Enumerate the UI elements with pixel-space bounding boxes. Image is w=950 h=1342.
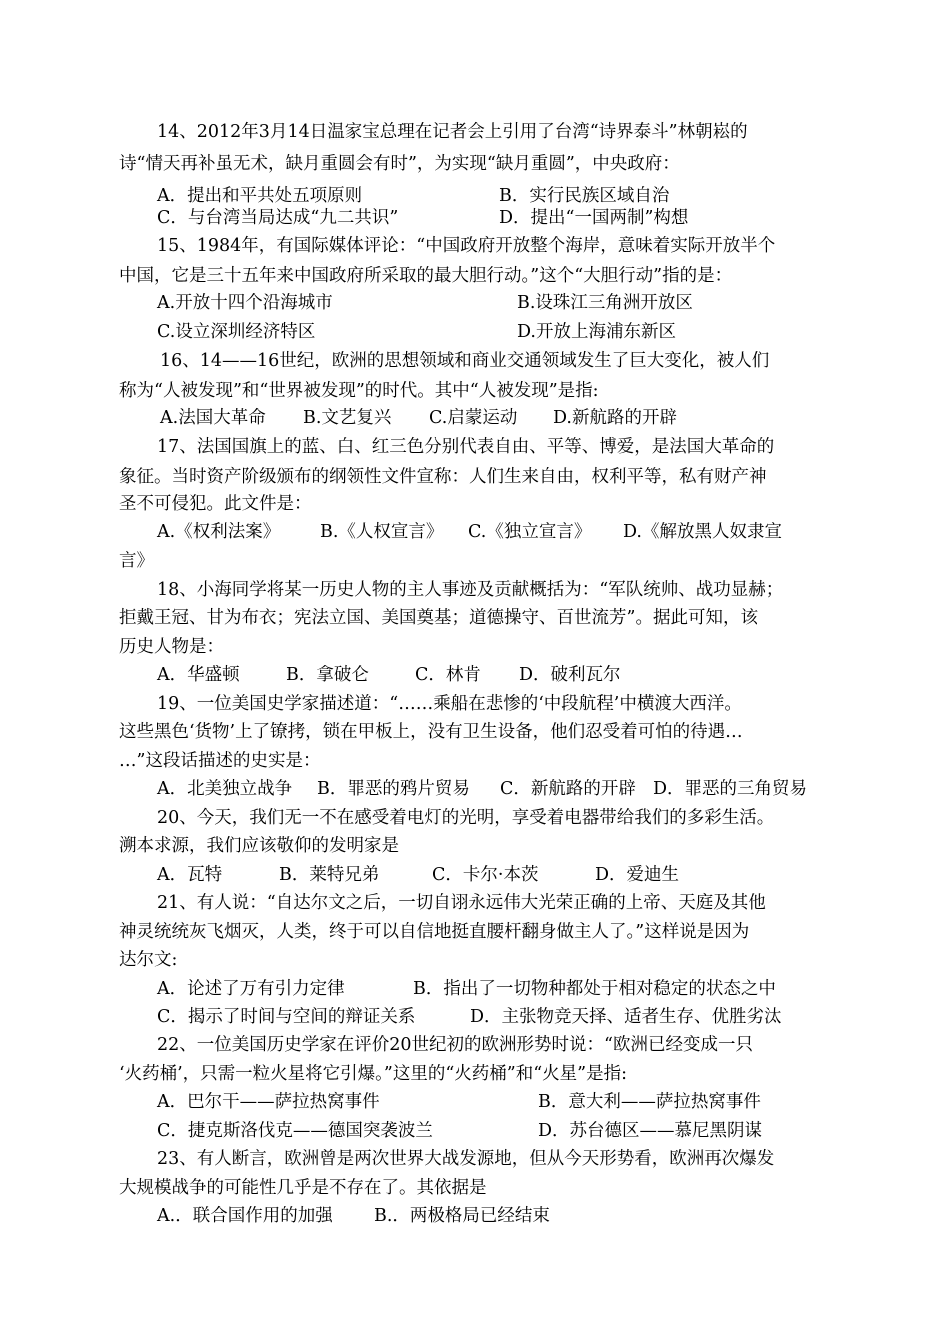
q15-option-d: D.开放上海浦东新区: [517, 322, 676, 342]
q19-stem-line-1: 19、一位美国史学家描述道：“……乘船在悲惨的‘中段航程’中横渡大西洋。: [157, 694, 742, 714]
q16-option-a: A.法国大革命: [160, 408, 266, 428]
q20-option-c: C．卡尔·本茨: [432, 865, 539, 885]
q21-option-d: D．主张物竞天择、适者生存、优胜劣汰: [470, 1007, 782, 1027]
q16-stem-line-1: 16、14——16世纪，欧洲的思想领域和商业交通领域发生了巨大变化，被人们: [160, 351, 770, 371]
q14-stem-line-2: 诗“情天再补虽无术，缺月重圆会有时”，为实现“缺月重圆”，中央政府：: [119, 154, 680, 174]
q14-stem-line-1: 14、2012年3月14日温家宝总理在记者会上引用了台湾“诗界泰斗”林朝崧的: [157, 122, 748, 142]
q23-option-b: B.．两极格局已经结束: [374, 1206, 550, 1226]
q22-option-c: C．捷克斯洛伐克——德国突袭波兰: [157, 1121, 433, 1141]
q22-stem-line-2: ‘火药桶’，只需一粒火星将它引爆。”这里的“火药桶”和“火星”是指:: [119, 1064, 628, 1084]
q19-option-d: D．罪恶的三角贸易: [653, 779, 808, 799]
q19-stem-line-3: …”这段话描述的史实是：: [119, 751, 321, 771]
q22-option-a: A．巴尔干——萨拉热窝事件: [157, 1092, 380, 1112]
q19-option-a: A．北美独立战争: [157, 779, 293, 799]
q16-stem-line-2: 称为“人被发现”和“世界被发现”的时代。其中“人被发现”是指:: [119, 381, 599, 401]
q17-stem-line-2: 象征。当时资产阶级颁布的纲领性文件宣称：人们生来自由，权利平等，私有财产神: [119, 467, 767, 487]
q18-option-d: D．破利瓦尔: [519, 665, 621, 685]
q20-option-a: A．瓦特: [157, 865, 223, 885]
q21-stem-line-1: 21、有人说：“自达尔文之后，一切自诩永远伟大光荣正确的上帝、天庭及其他: [157, 893, 766, 913]
q14-option-c: C．与台湾当局达成“九二共识”: [157, 208, 399, 228]
q18-option-a: A．华盛顿: [157, 665, 240, 685]
q22-stem-line-1: 22、一位美国历史学家在评价20世纪初的欧洲形势时说：“欧洲已经变成一只: [157, 1035, 753, 1055]
q16-option-b: B.文艺复兴: [303, 408, 392, 428]
q20-option-d: D．爱迪生: [595, 865, 680, 885]
q14-option-d: D．提出“一国两制”构想: [499, 208, 689, 228]
q21-stem-line-3: 达尔文:: [119, 950, 178, 970]
q14-option-a: A．提出和平共处五项原则: [157, 186, 363, 206]
q23-stem-line-2: 大规模战争的可能性几乎是不存在了。其依据是: [119, 1178, 487, 1198]
q22-option-d: D．苏台德区——慕尼黑阴谋: [538, 1121, 763, 1141]
q21-option-c: C．揭示了时间与空间的辩证关系: [157, 1007, 416, 1027]
q16-option-d: D.新航路的开辟: [553, 408, 677, 428]
q19-stem-line-2: 这些黑色‘货物’上了镣拷，锁在甲板上，没有卫生设备，他们忍受着可怕的待遇…: [119, 722, 743, 742]
q20-option-b: B．莱特兄弟: [279, 865, 380, 885]
q20-stem-line-1: 20、今天，我们无一不在感受着电灯的光明，享受着电器带给我们的多彩生活。: [157, 808, 775, 828]
q16-option-c: C.启蒙运动: [429, 408, 518, 428]
q17-option-d-wrap: 言》: [119, 551, 154, 571]
q21-option-b: B．指出了一切物种都处于相对稳定的状态之中: [413, 979, 776, 999]
q15-option-a: A.开放十四个沿海城市: [157, 293, 333, 313]
q19-option-c: C．新航路的开辟: [500, 779, 636, 799]
q17-option-a: A.《权利法案》: [157, 522, 281, 542]
q18-stem-line-1: 18、小海同学将某一历史人物的主人事迹及贡献概括为：“军队统帅、战功显赫；: [157, 580, 784, 600]
q19-option-b: B．罪恶的鸦片贸易: [317, 779, 470, 799]
q21-stem-line-2: 神灵统统灰飞烟灭，人类，终于可以自信地挺直腰杆翻身做主人了。”这样说是因为: [119, 922, 750, 942]
q18-stem-line-2: 拒戴王冠、甘为布衣；宪法立国、美国奠基；道德操守、百世流芳”。据此可知，该: [119, 608, 758, 628]
q15-stem-line-1: 15、1984年，有国际媒体评论：“中国政府开放整个海岸，意味着实际开放半个: [157, 236, 776, 256]
q23-stem-line-1: 23、有人断言，欧洲曾是两次世界大战发源地，但从今天形势看，欧洲再次爆发: [157, 1149, 775, 1169]
q17-option-c: C.《独立宣言》: [468, 522, 592, 542]
q14-option-b: B．实行民族区域自治: [499, 186, 670, 206]
q17-stem-line-1: 17、法国国旗上的蓝、白、红三色分别代表自由、平等、博爱，是法国大革命的: [157, 437, 775, 457]
q20-stem-line-2: 溯本求源，我们应该敬仰的发明家是: [119, 836, 399, 856]
q17-stem-line-3: 圣不可侵犯。此文件是：: [119, 494, 312, 514]
q17-option-d: D.《解放黑人奴隶宣: [623, 522, 782, 542]
q18-option-c: C．林肯: [415, 665, 481, 685]
q15-option-c: C.设立深圳经济特区: [157, 322, 316, 342]
q15-stem-line-2: 中国，它是三十五年来中国政府所采取的最大胆行动。”这个“大胆行动”指的是：: [119, 266, 733, 286]
q18-option-b: B．拿破仑: [286, 665, 369, 685]
q22-option-b: B．意大利——萨拉热窝事件: [538, 1092, 761, 1112]
q21-option-a: A．论述了万有引力定律: [157, 979, 345, 999]
q15-option-b: B.设珠江三角洲开放区: [517, 293, 693, 313]
q18-stem-line-3: 历史人物是：: [119, 637, 224, 657]
q17-option-b: B.《人权宣言》: [320, 522, 444, 542]
q23-option-a: A.．联合国作用的加强: [157, 1206, 333, 1226]
